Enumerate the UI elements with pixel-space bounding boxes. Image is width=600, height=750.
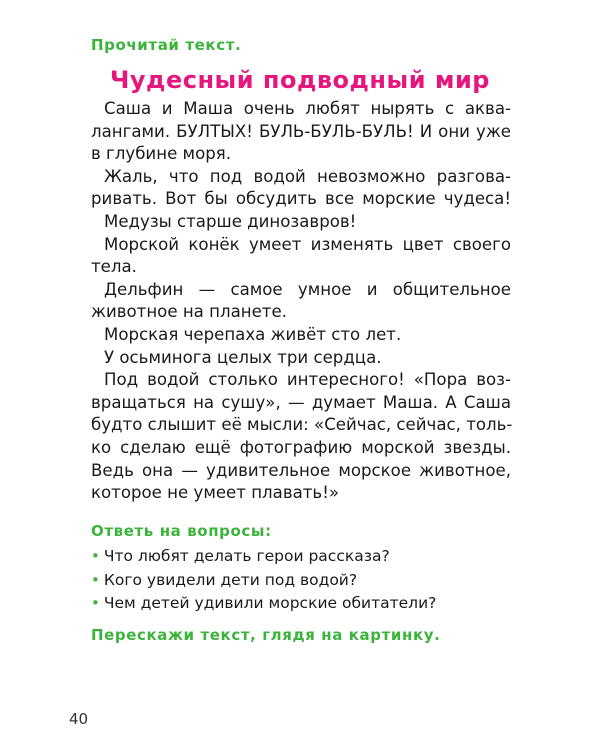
story-line: У осьминога целых три сердца.	[104, 347, 382, 367]
questions-heading: Ответь на вопросы:	[91, 522, 272, 540]
story-line: тела.	[91, 257, 137, 277]
story-line: лангами. БУЛТЫХ! БУЛЬ-БУЛЬ-БУЛЬ! И они уже	[91, 121, 511, 141]
bullet-icon: •	[91, 594, 100, 612]
question-item	[91, 592, 436, 616]
story-line: Морской конёк умеет изменять цвет своего	[104, 234, 511, 254]
story-line: вращаться на сушу», — думает Маша. А Саша	[91, 392, 511, 412]
story-line: Под водой столько интересного! «Пора воз-	[104, 370, 511, 390]
bullet-icon: •	[91, 547, 100, 565]
story-line: Медузы старше динозавров!	[104, 211, 357, 231]
story-line: животное на планете.	[91, 302, 287, 322]
story-title: Чудесный подводный мир	[110, 66, 490, 94]
story-text	[91, 98, 511, 505]
questions-list	[91, 545, 436, 616]
question-text: Чем детей удивили морские обитатели?	[103, 594, 437, 612]
instruction-retell-text: Перескажи текст, глядя на картинку.	[91, 626, 441, 644]
story-line: Ведь она — удивительное морское животное,	[91, 460, 511, 480]
question-text: Кого увидели дети под водой?	[103, 570, 358, 589]
page-number: 40	[69, 710, 89, 728]
story-line: ривать. Вот бы обсудить все морские чудеса!	[91, 189, 511, 209]
question-text: Что любят делать герои рассказа?	[103, 547, 390, 565]
story-line: Морская черепаха живёт сто лет.	[104, 324, 402, 344]
story-line: в глубине моря.	[91, 144, 232, 164]
story-line: будто слышит её мысли: «Сейчас, сейчас, толь-	[91, 415, 513, 435]
story-line: Дельфин — самое умное и общительное	[104, 279, 511, 299]
question-item	[91, 545, 436, 569]
story-line: ко сделаю ещё фотографию морской звезды.	[91, 437, 511, 457]
story-line: которое не умеет плавать!»	[91, 483, 340, 503]
question-item	[91, 569, 436, 593]
bullet-icon: •	[91, 570, 100, 589]
instruction-read-text: Прочитай текст.	[91, 36, 242, 54]
story-line: Саша и Маша очень любят нырять с аква-	[104, 99, 511, 118]
story-line: Жаль, что под водой невозможно разгова-	[104, 166, 511, 186]
